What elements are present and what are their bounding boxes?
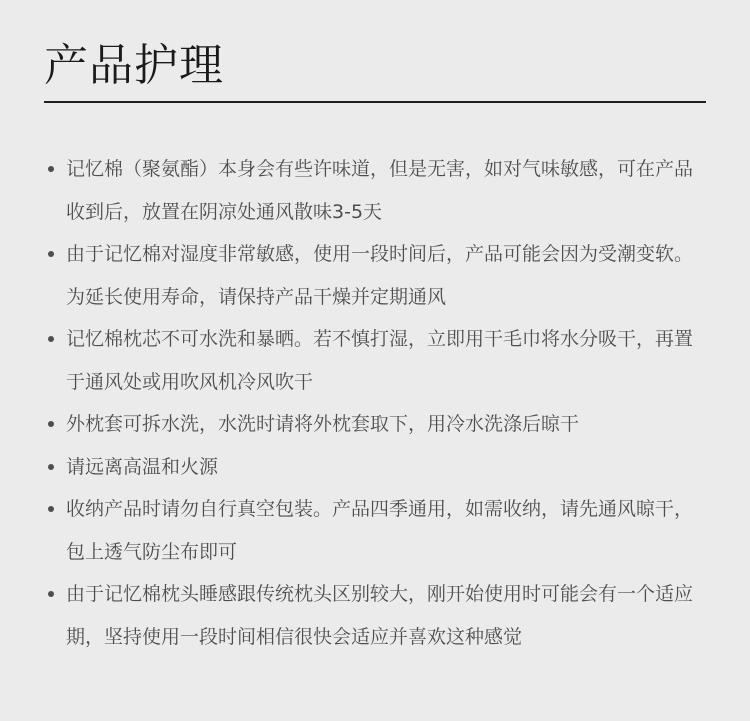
care-item bbox=[44, 403, 706, 446]
bullet-dot-icon bbox=[48, 506, 54, 512]
care-item-text: 请远离高温和火源 bbox=[66, 455, 219, 478]
bullet-dot-icon bbox=[48, 464, 54, 470]
care-item bbox=[44, 573, 706, 658]
care-item-text: 记忆棉枕芯不可水洗和暴晒。若不慎打湿，立即用干毛巾将水分吸干，再置于通风处或用吹风机冷风吹干 bbox=[66, 328, 694, 393]
care-item bbox=[44, 318, 706, 403]
title-divider bbox=[44, 101, 706, 103]
bullet-dot-icon bbox=[48, 591, 54, 597]
bullet-dot-icon bbox=[48, 166, 54, 172]
page-title: 产品护理 bbox=[44, 40, 224, 91]
care-item-text: 由于记忆棉枕头睡感跟传统枕头区别较大，刚开始使用时可能会有一个适应期，坚持使用一段时间相信很快会适应并喜欢这种感觉 bbox=[66, 583, 694, 648]
bullet-dot-icon bbox=[48, 421, 54, 427]
bullet-dot-icon bbox=[48, 336, 54, 342]
care-item bbox=[44, 446, 706, 489]
bullet-dot-icon bbox=[48, 251, 54, 257]
care-item-text: 外枕套可拆水洗，水洗时请将外枕套取下，用冷水洗涤后晾干 bbox=[66, 413, 580, 435]
care-item-text: 由于记忆棉对湿度非常敏感，使用一段时间后，产品可能会因为受潮变软。为延长使用寿命，请保持产品干燥并定期通风 bbox=[66, 243, 694, 308]
care-item bbox=[44, 488, 706, 573]
care-item-text: 记忆棉（聚氨酯）本身会有些许味道，但是无害，如对气味敏感，可在产品收到后，放置在阴凉处通风散味3-5天 bbox=[66, 158, 694, 223]
care-instructions-list bbox=[44, 148, 706, 658]
care-item bbox=[44, 233, 706, 318]
care-item-text: 收纳产品时请勿自行真空包装。产品四季通用，如需收纳，请先通风晾干，包上透气防尘布即可 bbox=[66, 498, 694, 563]
care-item bbox=[44, 148, 706, 233]
